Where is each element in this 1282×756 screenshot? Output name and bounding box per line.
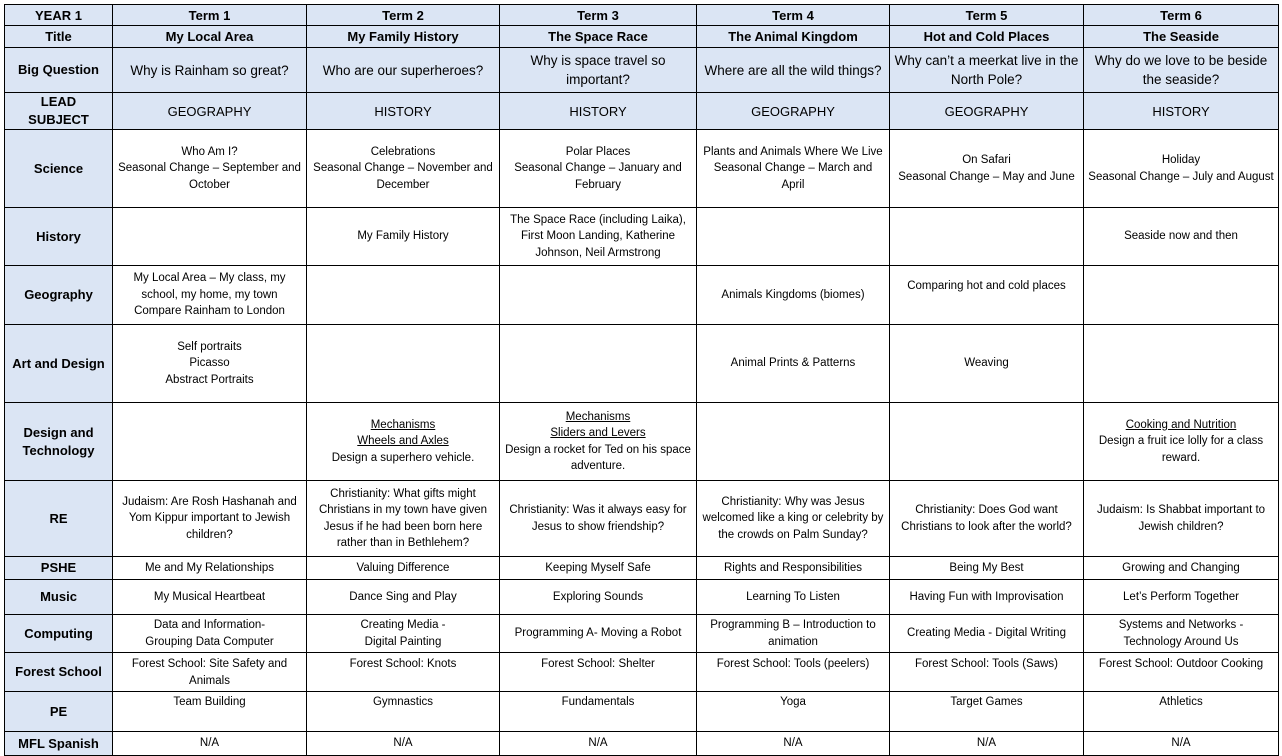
cell-line: Wheels and Axles <box>357 435 449 448</box>
computing-cell <box>1084 615 1279 653</box>
re-cell: Christianity: Does God want Christians to look after the world? <box>890 481 1084 557</box>
pshe-cell: Growing and Changing <box>1084 557 1279 580</box>
lead-subject: HISTORY <box>500 93 697 130</box>
music-cell: Having Fun with Improvisation <box>890 580 1084 615</box>
term-header: Term 4 <box>697 5 890 26</box>
dt-cell <box>307 403 500 481</box>
music-row <box>5 580 1279 615</box>
cell-line: Animals Kingdoms (biomes) <box>721 288 865 301</box>
topic-title: The Seaside <box>1084 26 1279 48</box>
dt-row <box>5 403 1279 481</box>
row-label-science: Science <box>5 130 113 208</box>
big-question: Why can’t a meerkat live in the North Pole? <box>890 48 1084 93</box>
science-cell <box>500 130 697 208</box>
row-label-dt: Design and Technology <box>5 403 113 481</box>
pe-cell: Gymnastics <box>307 692 500 732</box>
pe-cell: Team Building <box>113 692 307 732</box>
row-label-title: Title <box>5 26 113 48</box>
term-header: Term 6 <box>1084 5 1279 26</box>
mfl-spanish-cell: N/A <box>307 732 500 756</box>
art-cell <box>890 325 1084 403</box>
dt-cell <box>500 403 697 481</box>
music-cell: My Musical Heartbeat <box>113 580 307 615</box>
cell-line: Who Am I? <box>181 145 238 158</box>
mfl-spanish-cell: N/A <box>697 732 890 756</box>
term-header: Term 1 <box>113 5 307 26</box>
forest-school-cell: Forest School: Outdoor Cooking <box>1084 653 1279 692</box>
cell-line: Creating Media - Digital Writing <box>907 627 1066 640</box>
mfl-spanish-cell: N/A <box>1084 732 1279 756</box>
cell-line: Seasonal Change – November and December <box>313 162 493 191</box>
pe-cell: Target Games <box>890 692 1084 732</box>
row-label-music: Music <box>5 580 113 615</box>
term-header: Term 5 <box>890 5 1084 26</box>
cell-line: Design a superhero vehicle. <box>331 451 475 464</box>
cell-line: Seasonal Change – March and April <box>713 162 873 191</box>
cell-line: Seasonal Change – September and October <box>118 162 301 191</box>
cell-line: Seasonal Change – July and August <box>1088 170 1274 183</box>
cell-line: Sliders and Levers <box>550 427 646 439</box>
forest-school-cell: Forest School: Site Safety and Animals <box>113 653 307 692</box>
cell-line: On Safari <box>962 154 1011 166</box>
forest-school-cell: Forest School: Tools (Saws) <box>890 653 1084 692</box>
row-label-art: Art and Design <box>5 325 113 403</box>
cell-line: Digital Painting <box>364 635 442 648</box>
art-cell <box>500 325 697 403</box>
pshe-cell: Me and My Relationships <box>113 557 307 580</box>
re-cell: Christianity: What gifts might Christians in my town have given Jesus if he had been born here rather than in Bethlehem? <box>307 481 500 557</box>
history-cell <box>113 208 307 266</box>
row-label-mfl-spanish: MFL Spanish <box>5 732 113 756</box>
cell-line: Seasonal Change – January and February <box>514 162 682 191</box>
art-row <box>5 325 1279 403</box>
geography-cell <box>890 266 1084 325</box>
geography-cell <box>307 266 500 325</box>
cell-line: Mechanisms <box>370 418 436 431</box>
music-cell: Learning To Listen <box>697 580 890 615</box>
pe-cell: Athletics <box>1084 692 1279 732</box>
cell-line: Programming A- Moving a Robot <box>514 627 682 640</box>
cell-line: Technology Around Us <box>1123 635 1239 648</box>
computing-cell <box>500 615 697 653</box>
cell-line: Picasso <box>189 357 230 370</box>
art-cell <box>1084 325 1279 403</box>
pshe-cell: Keeping Myself Safe <box>500 557 697 580</box>
curriculum-table <box>4 4 1279 756</box>
lead-subject: GEOGRAPHY <box>697 93 890 130</box>
pe-cell: Fundamentals <box>500 692 697 732</box>
row-label-geography: Geography <box>5 266 113 325</box>
computing-cell <box>113 615 307 653</box>
topic-title: My Family History <box>307 26 500 48</box>
lead-subject: GEOGRAPHY <box>113 93 307 130</box>
big-question: Why is Rainham so great? <box>113 48 307 93</box>
row-label-forest-school: Forest School <box>5 653 113 692</box>
lead-subject: HISTORY <box>307 93 500 130</box>
forest-school-row <box>5 653 1279 692</box>
music-cell: Dance Sing and Play <box>307 580 500 615</box>
science-cell <box>697 130 890 208</box>
mfl-spanish-row <box>5 732 1279 756</box>
cell-line: Animal Prints & Patterns <box>730 357 856 370</box>
history-cell <box>890 208 1084 266</box>
term-header: Term 3 <box>500 5 697 26</box>
science-cell <box>113 130 307 208</box>
row-label-re: RE <box>5 481 113 557</box>
cell-line: Grouping Data Computer <box>145 635 274 648</box>
re-cell: Judaism: Is Shabbat important to Jewish children? <box>1084 481 1279 557</box>
cell-line: Compare Rainham to London <box>134 305 285 318</box>
cell-line: Creating Media - <box>360 619 446 631</box>
geography-cell <box>1084 266 1279 325</box>
topic-title: Hot and Cold Places <box>890 26 1084 48</box>
geography-row <box>5 266 1279 325</box>
header-row <box>5 5 1279 26</box>
forest-school-cell: Forest School: Knots <box>307 653 500 692</box>
history-row <box>5 208 1279 266</box>
computing-row <box>5 615 1279 653</box>
cell-line: Mechanisms <box>565 410 631 423</box>
cell-line: My Local Area – My class, my school, my home, my town <box>133 272 286 301</box>
mfl-spanish-cell: N/A <box>500 732 697 756</box>
science-row <box>5 130 1279 208</box>
topic-title: The Animal Kingdom <box>697 26 890 48</box>
forest-school-cell: Forest School: Tools (peelers) <box>697 653 890 692</box>
history-cell: My Family History <box>307 208 500 266</box>
dt-cell <box>1084 403 1279 481</box>
pshe-cell: Valuing Difference <box>307 557 500 580</box>
geography-cell <box>697 266 890 325</box>
history-cell: The Space Race (including Laika), First Moon Landing, Katherine Johnson, Neil Armstrong <box>500 208 697 266</box>
computing-cell <box>890 615 1084 653</box>
row-label-big-question: Big Question <box>5 48 113 93</box>
term-header: Term 2 <box>307 5 500 26</box>
row-label-history: History <box>5 208 113 266</box>
art-cell <box>307 325 500 403</box>
lead-subject: GEOGRAPHY <box>890 93 1084 130</box>
topic-title: My Local Area <box>113 26 307 48</box>
year-label: YEAR 1 <box>5 5 113 26</box>
row-label-pe: PE <box>5 692 113 732</box>
mfl-spanish-cell: N/A <box>890 732 1084 756</box>
lead-subject: HISTORY <box>1084 93 1279 130</box>
lead-subject-row <box>5 93 1279 130</box>
pshe-cell: Rights and Responsibilities <box>697 557 890 580</box>
re-cell: Christianity: Was it always easy for Jesus to show friendship? <box>500 481 697 557</box>
art-cell <box>697 325 890 403</box>
row-label-lead-subject: LEAD SUBJECT <box>5 93 113 130</box>
cell-line: Self portraits <box>177 340 242 353</box>
science-cell <box>307 130 500 208</box>
dt-cell <box>113 403 307 481</box>
pe-cell: Yoga <box>697 692 890 732</box>
computing-cell <box>307 615 500 653</box>
forest-school-cell: Forest School: Shelter <box>500 653 697 692</box>
cell-line: Polar Places <box>565 145 631 158</box>
cell-line: Design a rocket for Ted on his space adventure. <box>505 443 691 472</box>
geography-cell <box>500 266 697 325</box>
big-question: Why is space travel so important? <box>500 48 697 93</box>
cell-line: Systems and Networks - <box>1118 619 1244 631</box>
pshe-row <box>5 557 1279 580</box>
big-question: Why do we love to be beside the seaside? <box>1084 48 1279 93</box>
cell-line: Weaving <box>964 357 1009 370</box>
art-cell <box>113 325 307 403</box>
re-row <box>5 481 1279 557</box>
big-question: Where are all the wild things? <box>697 48 890 93</box>
mfl-spanish-cell: N/A <box>113 732 307 756</box>
cell-line: Comparing hot and cold places <box>907 280 1066 292</box>
topic-title: The Space Race <box>500 26 697 48</box>
cell-line: Seasonal Change – May and June <box>898 170 1075 183</box>
dt-cell <box>890 403 1084 481</box>
cell-line: Abstract Portraits <box>165 373 254 386</box>
cell-line: Data and Information- <box>153 619 266 631</box>
pshe-cell: Being My Best <box>890 557 1084 580</box>
geography-cell <box>113 266 307 325</box>
computing-cell <box>697 615 890 653</box>
history-cell <box>697 208 890 266</box>
music-cell: Let’s Perform Together <box>1084 580 1279 615</box>
re-cell: Christianity: Why was Jesus welcomed like a king or celebrity by the crowds on Palm Sunday? <box>697 481 890 557</box>
big-question: Who are our superheroes? <box>307 48 500 93</box>
music-cell: Exploring Sounds <box>500 580 697 615</box>
cell-line: Plants and Animals Where We Live <box>703 145 883 158</box>
science-cell <box>890 130 1084 208</box>
pe-row <box>5 692 1279 732</box>
cell-line: Celebrations <box>370 145 436 158</box>
dt-cell <box>697 403 890 481</box>
re-cell: Judaism: Are Rosh Hashanah and Yom Kippur important to Jewish children? <box>113 481 307 557</box>
row-label-computing: Computing <box>5 615 113 653</box>
cell-line: Design a fruit ice lolly for a class reward. <box>1098 435 1264 464</box>
cell-line: Cooking and Nutrition <box>1125 418 1237 431</box>
title-row <box>5 26 1279 48</box>
cell-line: Holiday <box>1161 154 1201 166</box>
history-cell: Seaside now and then <box>1084 208 1279 266</box>
row-label-pshe: PSHE <box>5 557 113 580</box>
science-cell <box>1084 130 1279 208</box>
big-question-row <box>5 48 1279 93</box>
cell-line: Programming B – Introduction to animation <box>710 619 876 648</box>
